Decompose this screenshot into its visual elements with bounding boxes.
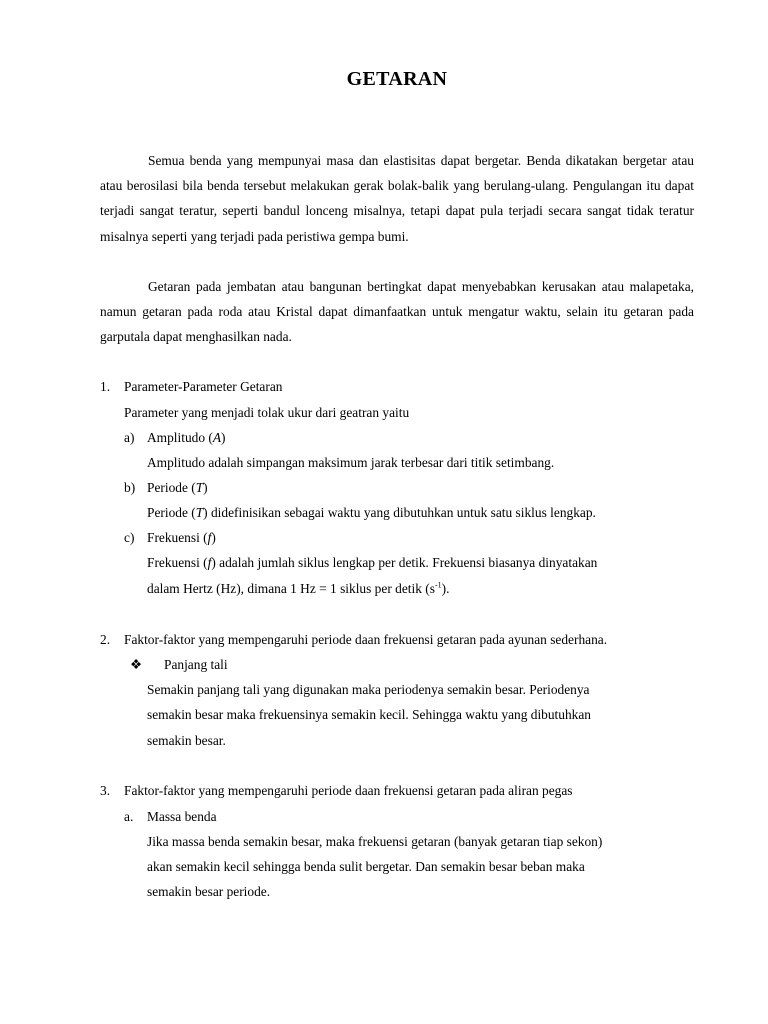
item-c-description-line-1: Frekuensi (f) adalah jumlah siklus lengkap per detik. Frekuensi biasanya dinyatakan	[147, 555, 598, 570]
section-2-bullet-label: Panjang tali	[164, 657, 228, 672]
item-a-label: Amplitudo (A)	[147, 430, 226, 445]
section-2-text-line-1: Semakin panjang tali yang digunakan maka periodenya semakin besar. Periodenya	[147, 682, 590, 697]
section-3-text-line-1: Jika massa benda semakin besar, maka frekuensi getaran (banyak getaran tiap sekon)	[147, 834, 603, 849]
diamond-bullet-icon: ❖	[130, 657, 143, 672]
section-2-text-line-2: semakin besar maka frekuensinya semakin kecil. Sehingga waktu yang dibutuhkan	[147, 707, 591, 722]
item-c-marker: c)	[124, 530, 135, 545]
item-c-label: Frekuensi (f)	[147, 530, 216, 545]
intro-paragraph-2: Getaran pada jembatan atau bangunan bertingkat dapat menyebabkan kerusakan atau malapetaka, namun getaran pada roda atau Kristal dapat dimanfaatkan untuk mengatur waktu, selain itu getaran pada garputala dapat menghasilkan nada.	[100, 279, 694, 345]
section-1-intro: Parameter yang menjadi tolak ukur dari geatran yaitu	[124, 405, 410, 420]
section-2-heading: Faktor-faktor yang mempengaruhi periode daan frekuensi getaran pada ayunan sederhana.	[124, 632, 608, 647]
section-3-item-marker: a.	[124, 809, 134, 824]
item-b-description: Periode (T) didefinisikan sebagai waktu yang dibutuhkan untuk satu siklus lengkap.	[147, 505, 596, 520]
intro-paragraph-1: Semua benda yang mempunyai masa dan elastisitas dapat bergetar. Benda dikatakan bergetar atau atau berosilasi bila benda tersebut melakukan gerak bolak-balik yang berulang-ulang. Pengulangan itu dapat terjadi sangat teratur, seperti bandul lonceng misalnya, tetapi dapat pula terjadi secara sangat tidak teratur misalnya seperti yang terjadi pada peristiwa gempa bumi.	[100, 153, 694, 244]
section-3-number: 3.	[100, 783, 111, 798]
item-b-label: Periode (T)	[147, 480, 208, 495]
section-3-heading: Faktor-faktor yang mempengaruhi periode daan frekuensi getaran pada aliran pegas	[124, 783, 573, 798]
section-3-text-line-3: semakin besar periode.	[147, 884, 271, 899]
section-1-heading: Parameter-Parameter Getaran	[124, 379, 283, 394]
section-3-text-line-2: akan semakin kecil sehingga benda sulit bergetar. Dan semakin besar beban maka	[147, 859, 585, 874]
item-c-description-line-2: dalam Hertz (Hz), dimana 1 Hz = 1 siklus per detik $(s^{-1})$.	[147, 580, 450, 596]
section-2-number: 2.	[100, 632, 111, 647]
item-a-description: Amplitudo adalah simpangan maksimum jarak terbesar dari titik setimbang.	[147, 455, 555, 470]
item-b-marker: b)	[124, 480, 136, 495]
section-3-item-label: Massa benda	[147, 809, 217, 824]
section-2-text-line-3: semakin besar.	[147, 733, 226, 748]
section-1-number: 1.	[100, 379, 111, 394]
document-title: GETARAN	[346, 68, 448, 90]
item-a-marker: a)	[124, 430, 135, 445]
